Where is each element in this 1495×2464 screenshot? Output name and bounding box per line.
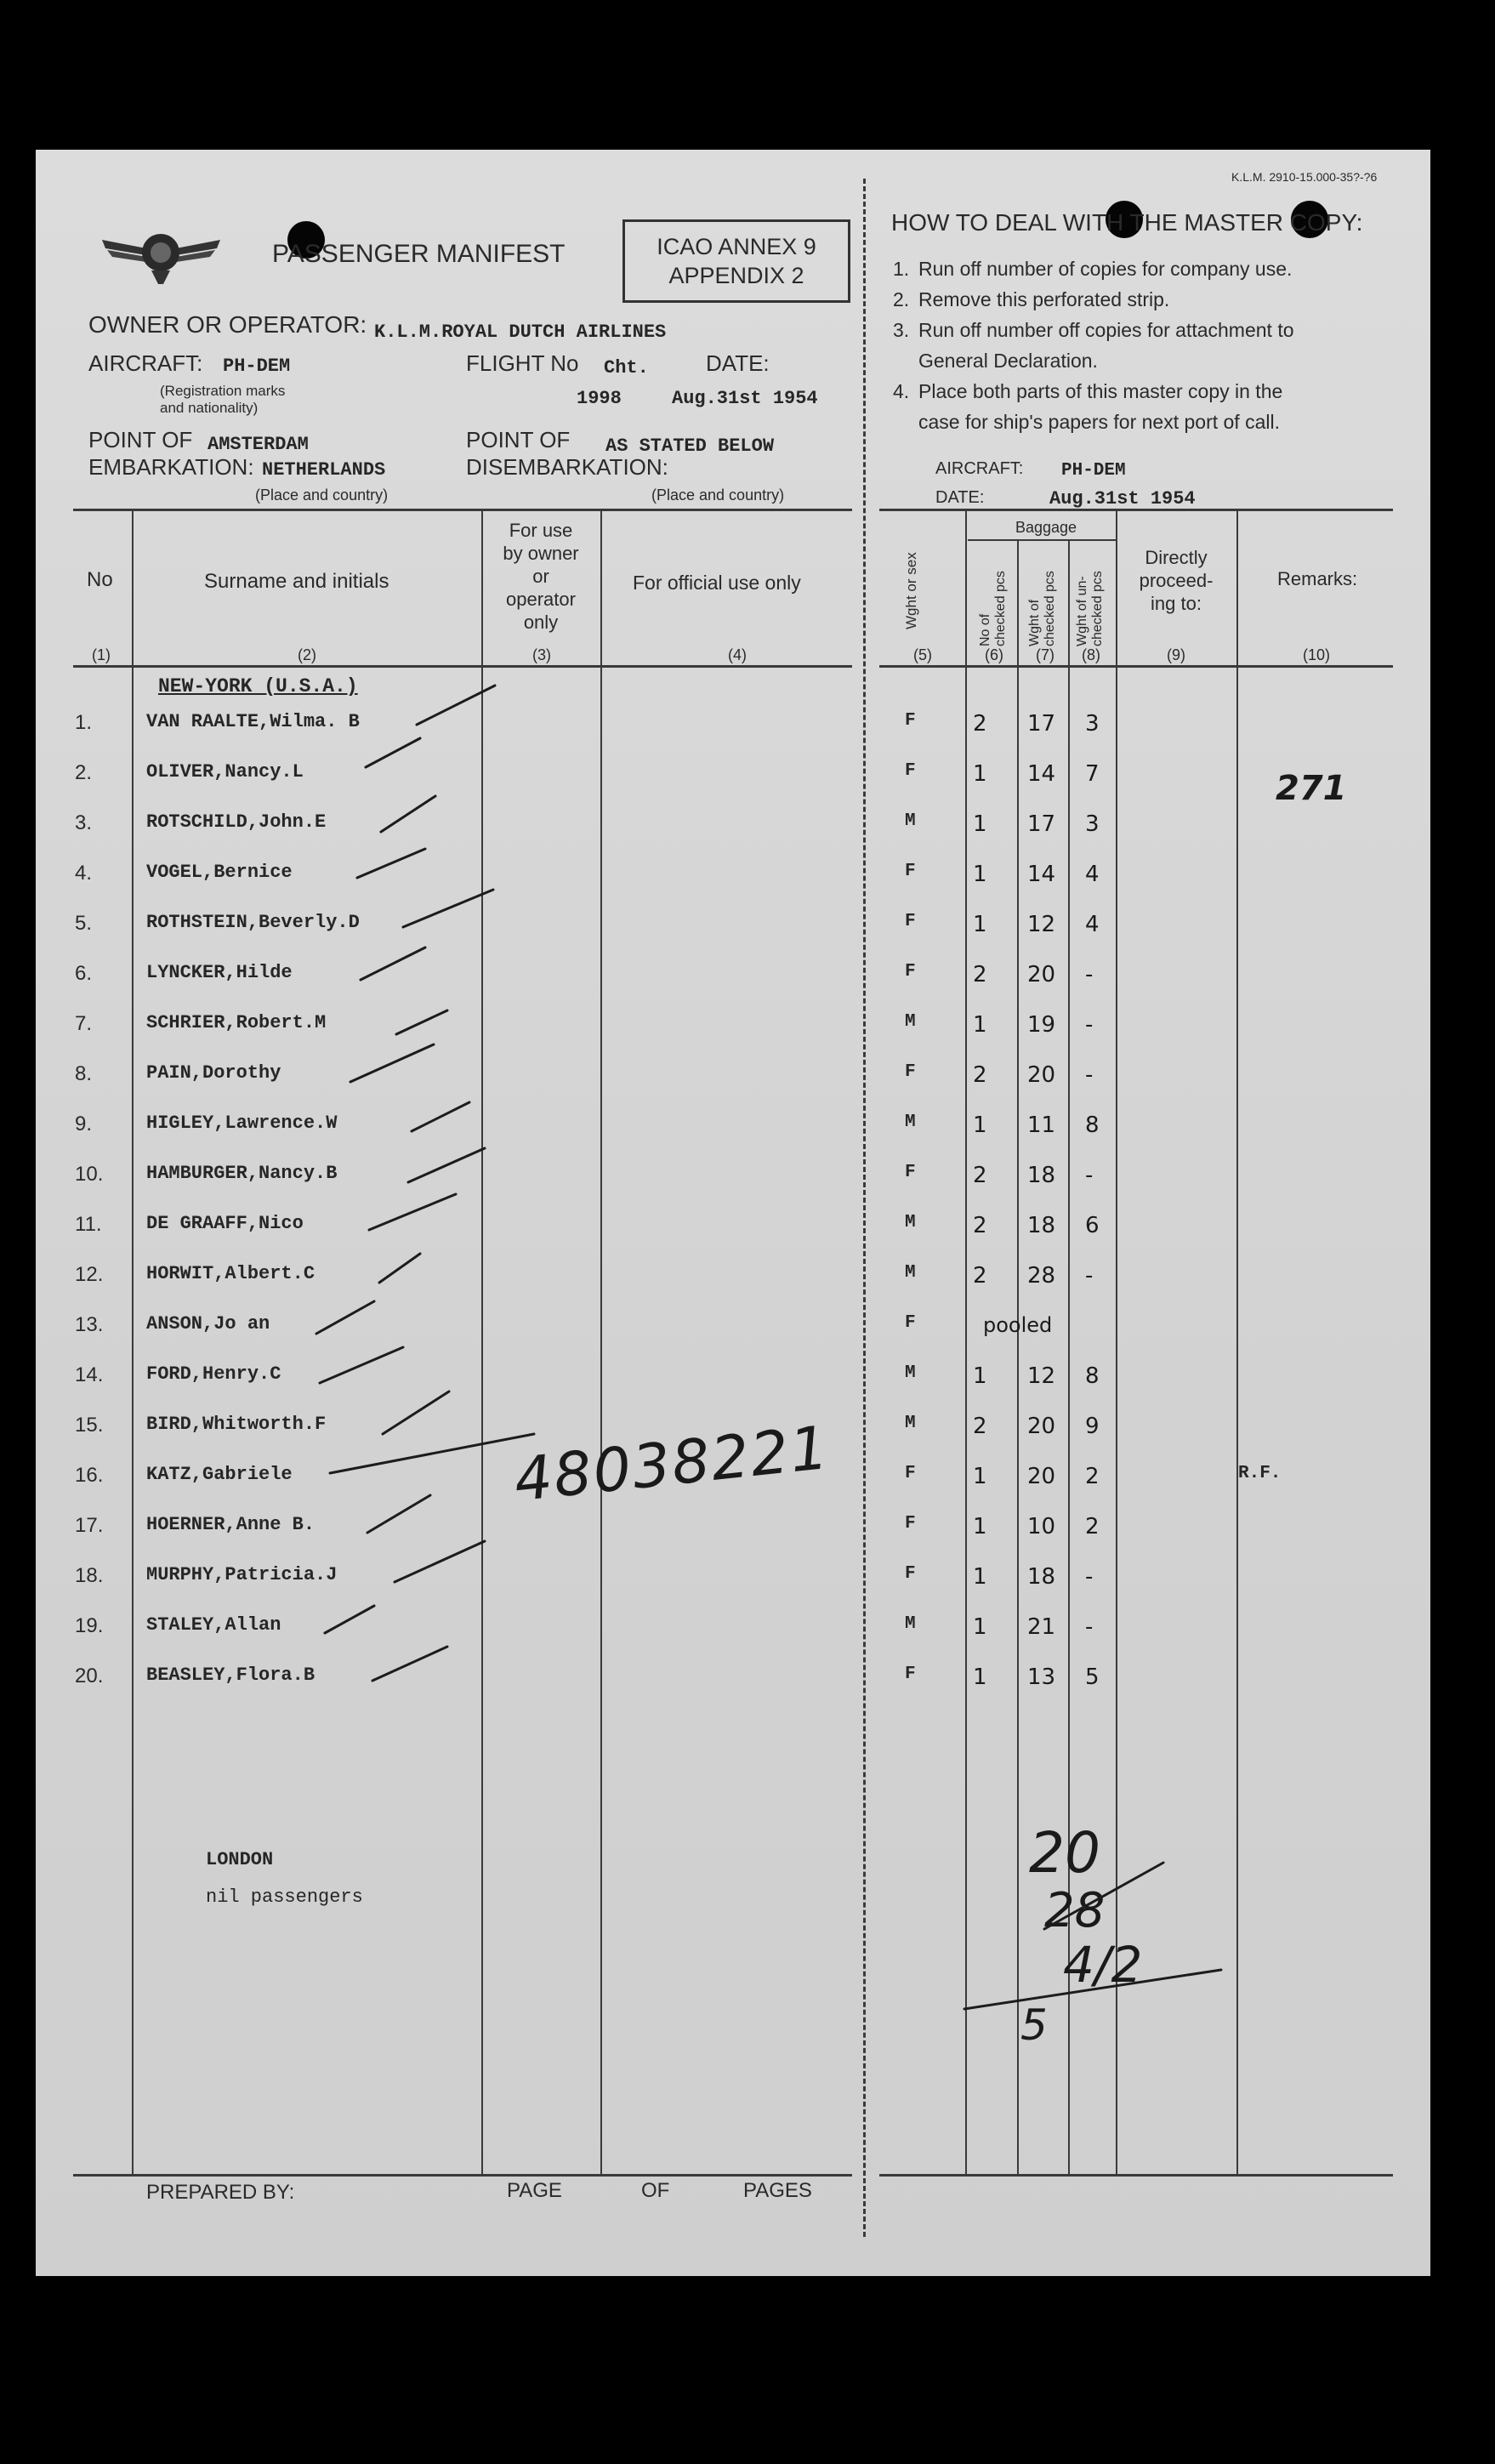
passenger-sex: M — [905, 811, 916, 831]
proceeding-line: proceed- — [1139, 570, 1214, 591]
london-heading: LONDON — [206, 1849, 274, 1870]
london-note: nil passengers — [206, 1886, 363, 1908]
row-number: 9. — [75, 1112, 93, 1135]
passenger-name: HAMBURGER,Nancy.B — [146, 1163, 338, 1184]
passenger-name: BIRD,Whitworth.F — [146, 1414, 327, 1435]
checked-weight: 21 — [1027, 1614, 1056, 1640]
embarkation-value-1: AMSTERDAM — [207, 434, 309, 455]
row-number: 6. — [75, 962, 93, 985]
checked-weight: 20 — [1027, 1062, 1056, 1088]
embarkation-note: (Place and country) — [255, 487, 389, 504]
total-passengers: 20 — [1029, 1820, 1100, 1886]
checked-weight: 28 — [1027, 1263, 1056, 1289]
passenger-name: KATZ,Gabriele — [146, 1464, 293, 1485]
flight-label: FLIGHT No — [466, 350, 579, 376]
checked-pcs-line: checked pcs — [993, 571, 1008, 646]
checked-pcs: 1 — [973, 1514, 987, 1539]
passenger-name: LYNCKER,Hilde — [146, 962, 293, 983]
checked-weight: 18 — [1027, 1213, 1056, 1238]
col-num: (10) — [1303, 646, 1331, 663]
instruction-text: Run off number of copies for company use. — [918, 258, 1293, 280]
checked-wt-line: Wght of — [1027, 599, 1042, 646]
checked-pcs: 1 — [973, 1614, 987, 1640]
passenger-name: HOERNER,Anne B. — [146, 1514, 315, 1535]
of-label: OF — [641, 2179, 670, 2202]
embarkation-label-2: EMBARKATION: — [88, 454, 254, 480]
unchecked-wt-line: Wght of un- — [1075, 576, 1089, 646]
unchecked-weight: 2 — [1085, 1464, 1100, 1489]
row-number: 12. — [75, 1263, 104, 1286]
passenger-name: OLIVER,Nancy.L — [146, 761, 304, 782]
checked-pcs: 1 — [973, 811, 987, 837]
col-num: (2) — [298, 646, 316, 663]
unchecked-weight: 8 — [1085, 1363, 1100, 1389]
row-number: 17. — [75, 1514, 104, 1537]
passenger-sex: F — [905, 862, 916, 881]
instruction-text-cont: case for ship's papers for next port of call. — [918, 411, 1280, 433]
unchecked-weight: 4 — [1085, 862, 1100, 887]
unchecked-weight: 8 — [1085, 1112, 1100, 1138]
col-num: (5) — [913, 646, 932, 663]
icao-line-1: ICAO ANNEX 9 — [657, 234, 816, 259]
disembarkation-label-2: DISEMBARKATION: — [466, 454, 668, 480]
col-header-surname: Surname and initials — [204, 570, 389, 593]
checked-pcs: 1 — [973, 862, 987, 887]
date-label: DATE: — [706, 350, 770, 376]
checked-weight: 17 — [1027, 711, 1056, 737]
passenger-sex: F — [905, 1163, 916, 1182]
col-num: (8) — [1082, 646, 1100, 663]
checked-weight: 19 — [1027, 1012, 1056, 1038]
col-header-baggage: Baggage — [1015, 519, 1077, 536]
checked-pcs: 2 — [973, 962, 987, 987]
checked-pcs: 1 — [973, 761, 987, 787]
col-num: (3) — [532, 646, 551, 663]
passenger-name: HORWIT,Albert.C — [146, 1263, 315, 1284]
checked-pcs: 1 — [973, 1112, 987, 1138]
passenger-sex: M — [905, 1614, 916, 1634]
passenger-sex: F — [905, 962, 916, 982]
checked-pcs: 1 — [973, 1012, 987, 1038]
passenger-sex: F — [905, 1464, 916, 1483]
owner-use-line: by owner — [503, 543, 579, 564]
checked-weight: 11 — [1027, 1112, 1056, 1138]
passenger-name: STALEY,Allan — [146, 1614, 281, 1636]
row-number: 3. — [75, 811, 93, 834]
unchecked-weight: 3 — [1085, 811, 1100, 837]
passenger-sex: F — [905, 1564, 916, 1584]
aircraft-value: PH-DEM — [223, 356, 291, 377]
col-num: (4) — [728, 646, 747, 663]
checked-pcs: 1 — [973, 912, 987, 937]
unchecked-weight: 7 — [1085, 761, 1100, 787]
row-number: 5. — [75, 912, 93, 935]
prepared-by-label: PREPARED BY: — [146, 2181, 295, 2204]
remarks-value: R.F. — [1238, 1464, 1282, 1483]
checked-pcs: 1 — [973, 1564, 987, 1590]
instruction-num: 1. — [893, 258, 910, 280]
checked-weight: 14 — [1027, 761, 1056, 787]
form-number: K.L.M. 2910-15.000-35?-?6 — [1231, 170, 1378, 184]
row-number: 1. — [75, 711, 93, 734]
passenger-name: ROTHSTEIN,Beverly.D — [146, 912, 360, 933]
page-mark: 271 — [1276, 769, 1347, 808]
strip-date-label: DATE: — [935, 488, 985, 507]
flight-value-2: 1998 — [577, 388, 622, 409]
owner-value: K.L.M.ROYAL DUTCH AIRLINES — [374, 322, 667, 343]
passenger-name: BEASLEY,Flora.B — [146, 1664, 315, 1686]
checked-pcs: 2 — [973, 711, 987, 737]
checked-weight: 20 — [1027, 962, 1056, 987]
passenger-name: MURPHY,Patricia.J — [146, 1564, 338, 1585]
destination-heading: NEW-YORK (U.S.A.) — [158, 675, 358, 697]
checked-pcs: 1 — [973, 1664, 987, 1690]
checked-weight: 20 — [1027, 1464, 1056, 1489]
checked-weight: 10 — [1027, 1514, 1056, 1539]
passenger-name: DE GRAAFF,Nico — [146, 1213, 304, 1234]
proceeding-line: Directly — [1145, 547, 1208, 568]
checked-pcs: 2 — [973, 1213, 987, 1238]
row-number: 4. — [75, 862, 93, 885]
col-num: (6) — [985, 646, 1003, 663]
instructions-title: HOW TO DEAL WITH THE MASTER COPY: — [891, 209, 1363, 236]
embarkation-value-2: NETHERLANDS — [262, 459, 386, 481]
aircraft-note-1: (Registration marks — [160, 383, 286, 399]
row-number: 7. — [75, 1012, 93, 1035]
unchecked-weight: - — [1085, 1012, 1094, 1038]
checked-pcs: pooled — [983, 1313, 1053, 1337]
owner-use-line: For use — [509, 520, 573, 541]
total-weight: 28 — [1044, 1883, 1106, 1938]
passenger-sex: F — [905, 1664, 916, 1684]
instruction-text-cont: General Declaration. — [918, 350, 1098, 372]
date-value: Aug.31st 1954 — [672, 388, 818, 409]
unchecked-weight: - — [1085, 962, 1094, 987]
owner-use-line: only — [523, 612, 559, 633]
checked-weight: 12 — [1027, 1363, 1056, 1389]
strip-aircraft-value: PH-DEM — [1061, 461, 1126, 481]
unchecked-weight: - — [1085, 1564, 1094, 1590]
passenger-sex: F — [905, 912, 916, 931]
instruction-text: Place both parts of this master copy in the — [918, 380, 1283, 402]
checked-pcs: 2 — [973, 1263, 987, 1289]
owner-use-line: operator — [506, 589, 576, 610]
passenger-name: HIGLEY,Lawrence.W — [146, 1112, 338, 1134]
checked-pcs: 2 — [973, 1163, 987, 1188]
strip-aircraft-label: AIRCRAFT: — [935, 459, 1024, 478]
checked-wt-line: checked pcs — [1043, 571, 1057, 646]
unchecked-weight: 5 — [1085, 1664, 1100, 1690]
unchecked-weight: - — [1085, 1163, 1094, 1188]
unchecked-wt-line: checked pcs — [1090, 571, 1105, 646]
owner-use-line: or — [532, 566, 549, 587]
checked-pcs: 2 — [973, 1414, 987, 1439]
passenger-name: VOGEL,Bernice — [146, 862, 293, 883]
instruction-num: 2. — [893, 288, 910, 310]
handwritten-number: 48038221 — [510, 1412, 833, 1516]
page-label: PAGE — [507, 2179, 562, 2202]
passenger-sex: M — [905, 1414, 916, 1433]
passenger-sex: F — [905, 1062, 916, 1082]
row-number: 11. — [75, 1213, 102, 1236]
flight-value-1: Cht. — [604, 357, 649, 378]
checked-weight: 14 — [1027, 862, 1056, 887]
disembarkation-value: AS STATED BELOW — [605, 435, 775, 457]
total-pieces: 5 — [1020, 2000, 1048, 2050]
passenger-sex: F — [905, 1514, 916, 1534]
strip-date-value: Aug.31st 1954 — [1049, 488, 1196, 509]
unchecked-weight: 2 — [1085, 1514, 1100, 1539]
passenger-sex: F — [905, 711, 916, 731]
passenger-sex: M — [905, 1112, 916, 1132]
instruction-num: 3. — [893, 319, 910, 341]
col-header-weight-sex: Wght or sex — [903, 552, 919, 629]
col-num: (9) — [1167, 646, 1185, 663]
unchecked-weight: - — [1085, 1614, 1094, 1640]
checked-weight: 12 — [1027, 912, 1056, 937]
icao-line-2: APPENDIX 2 — [668, 263, 804, 288]
row-number: 18. — [75, 1564, 104, 1587]
passenger-sex: F — [905, 1313, 916, 1333]
checked-weight: 17 — [1027, 811, 1056, 837]
checked-pcs: 2 — [973, 1062, 987, 1088]
row-number: 13. — [75, 1313, 104, 1336]
passenger-sex: M — [905, 1263, 916, 1283]
col-header-remarks: Remarks: — [1277, 568, 1358, 589]
checked-pcs: 1 — [973, 1464, 987, 1489]
instruction-text: Run off number off copies for attachment to — [918, 319, 1294, 341]
passenger-sex: F — [905, 761, 916, 781]
checked-weight: 18 — [1027, 1163, 1056, 1188]
instruction-num: 4. — [893, 380, 910, 402]
col-header-official: For official use only — [633, 572, 801, 594]
disembarkation-label-1: POINT OF — [466, 427, 571, 452]
aircraft-label: AIRCRAFT: — [88, 350, 203, 376]
passenger-name: ROTSCHILD,John.E — [146, 811, 327, 833]
unchecked-weight: 3 — [1085, 711, 1100, 737]
passenger-sex: M — [905, 1363, 916, 1383]
passenger-name: FORD,Henry.C — [146, 1363, 281, 1385]
unchecked-weight: - — [1085, 1263, 1094, 1289]
row-number: 2. — [75, 761, 93, 784]
passenger-sex: M — [905, 1213, 916, 1232]
row-number: 14. — [75, 1363, 104, 1386]
checked-pcs-line: No of — [978, 613, 992, 646]
unchecked-weight: - — [1085, 1062, 1094, 1088]
row-number: 10. — [75, 1163, 104, 1186]
row-number: 20. — [75, 1664, 104, 1687]
unchecked-weight: 4 — [1085, 912, 1100, 937]
row-number: 15. — [75, 1414, 104, 1437]
passenger-name: VAN RAALTE,Wilma. B — [146, 711, 360, 732]
passenger-name: PAIN,Dorothy — [146, 1062, 281, 1084]
form-title: PASSENGER MANIFEST — [272, 240, 566, 268]
col-num: (1) — [92, 646, 111, 663]
owner-label: OWNER OR OPERATOR: — [88, 311, 367, 338]
col-num: (7) — [1036, 646, 1054, 663]
unchecked-weight: 9 — [1085, 1414, 1100, 1439]
row-number: 19. — [75, 1614, 104, 1637]
unchecked-weight: 6 — [1085, 1213, 1100, 1238]
disembarkation-note: (Place and country) — [651, 487, 785, 504]
checked-pcs: 1 — [973, 1363, 987, 1389]
passenger-name: ANSON,Jo an — [146, 1313, 270, 1334]
embarkation-label-1: POINT OF — [88, 427, 193, 452]
total-unchecked: 4/2 — [1063, 1936, 1143, 1994]
passenger-name: SCHRIER,Robert.M — [146, 1012, 327, 1033]
checked-weight: 20 — [1027, 1414, 1056, 1439]
proceeding-line: ing to: — [1151, 593, 1202, 614]
row-number: 16. — [75, 1464, 104, 1487]
row-number: 8. — [75, 1062, 93, 1085]
col-header-no: No — [87, 568, 113, 591]
checked-weight: 18 — [1027, 1564, 1056, 1590]
checked-weight: 13 — [1027, 1664, 1056, 1690]
pages-label: PAGES — [743, 2179, 812, 2202]
aircraft-note-2: and nationality) — [160, 400, 259, 416]
passenger-sex: M — [905, 1012, 916, 1032]
instruction-text: Remove this perforated strip. — [918, 288, 1170, 310]
